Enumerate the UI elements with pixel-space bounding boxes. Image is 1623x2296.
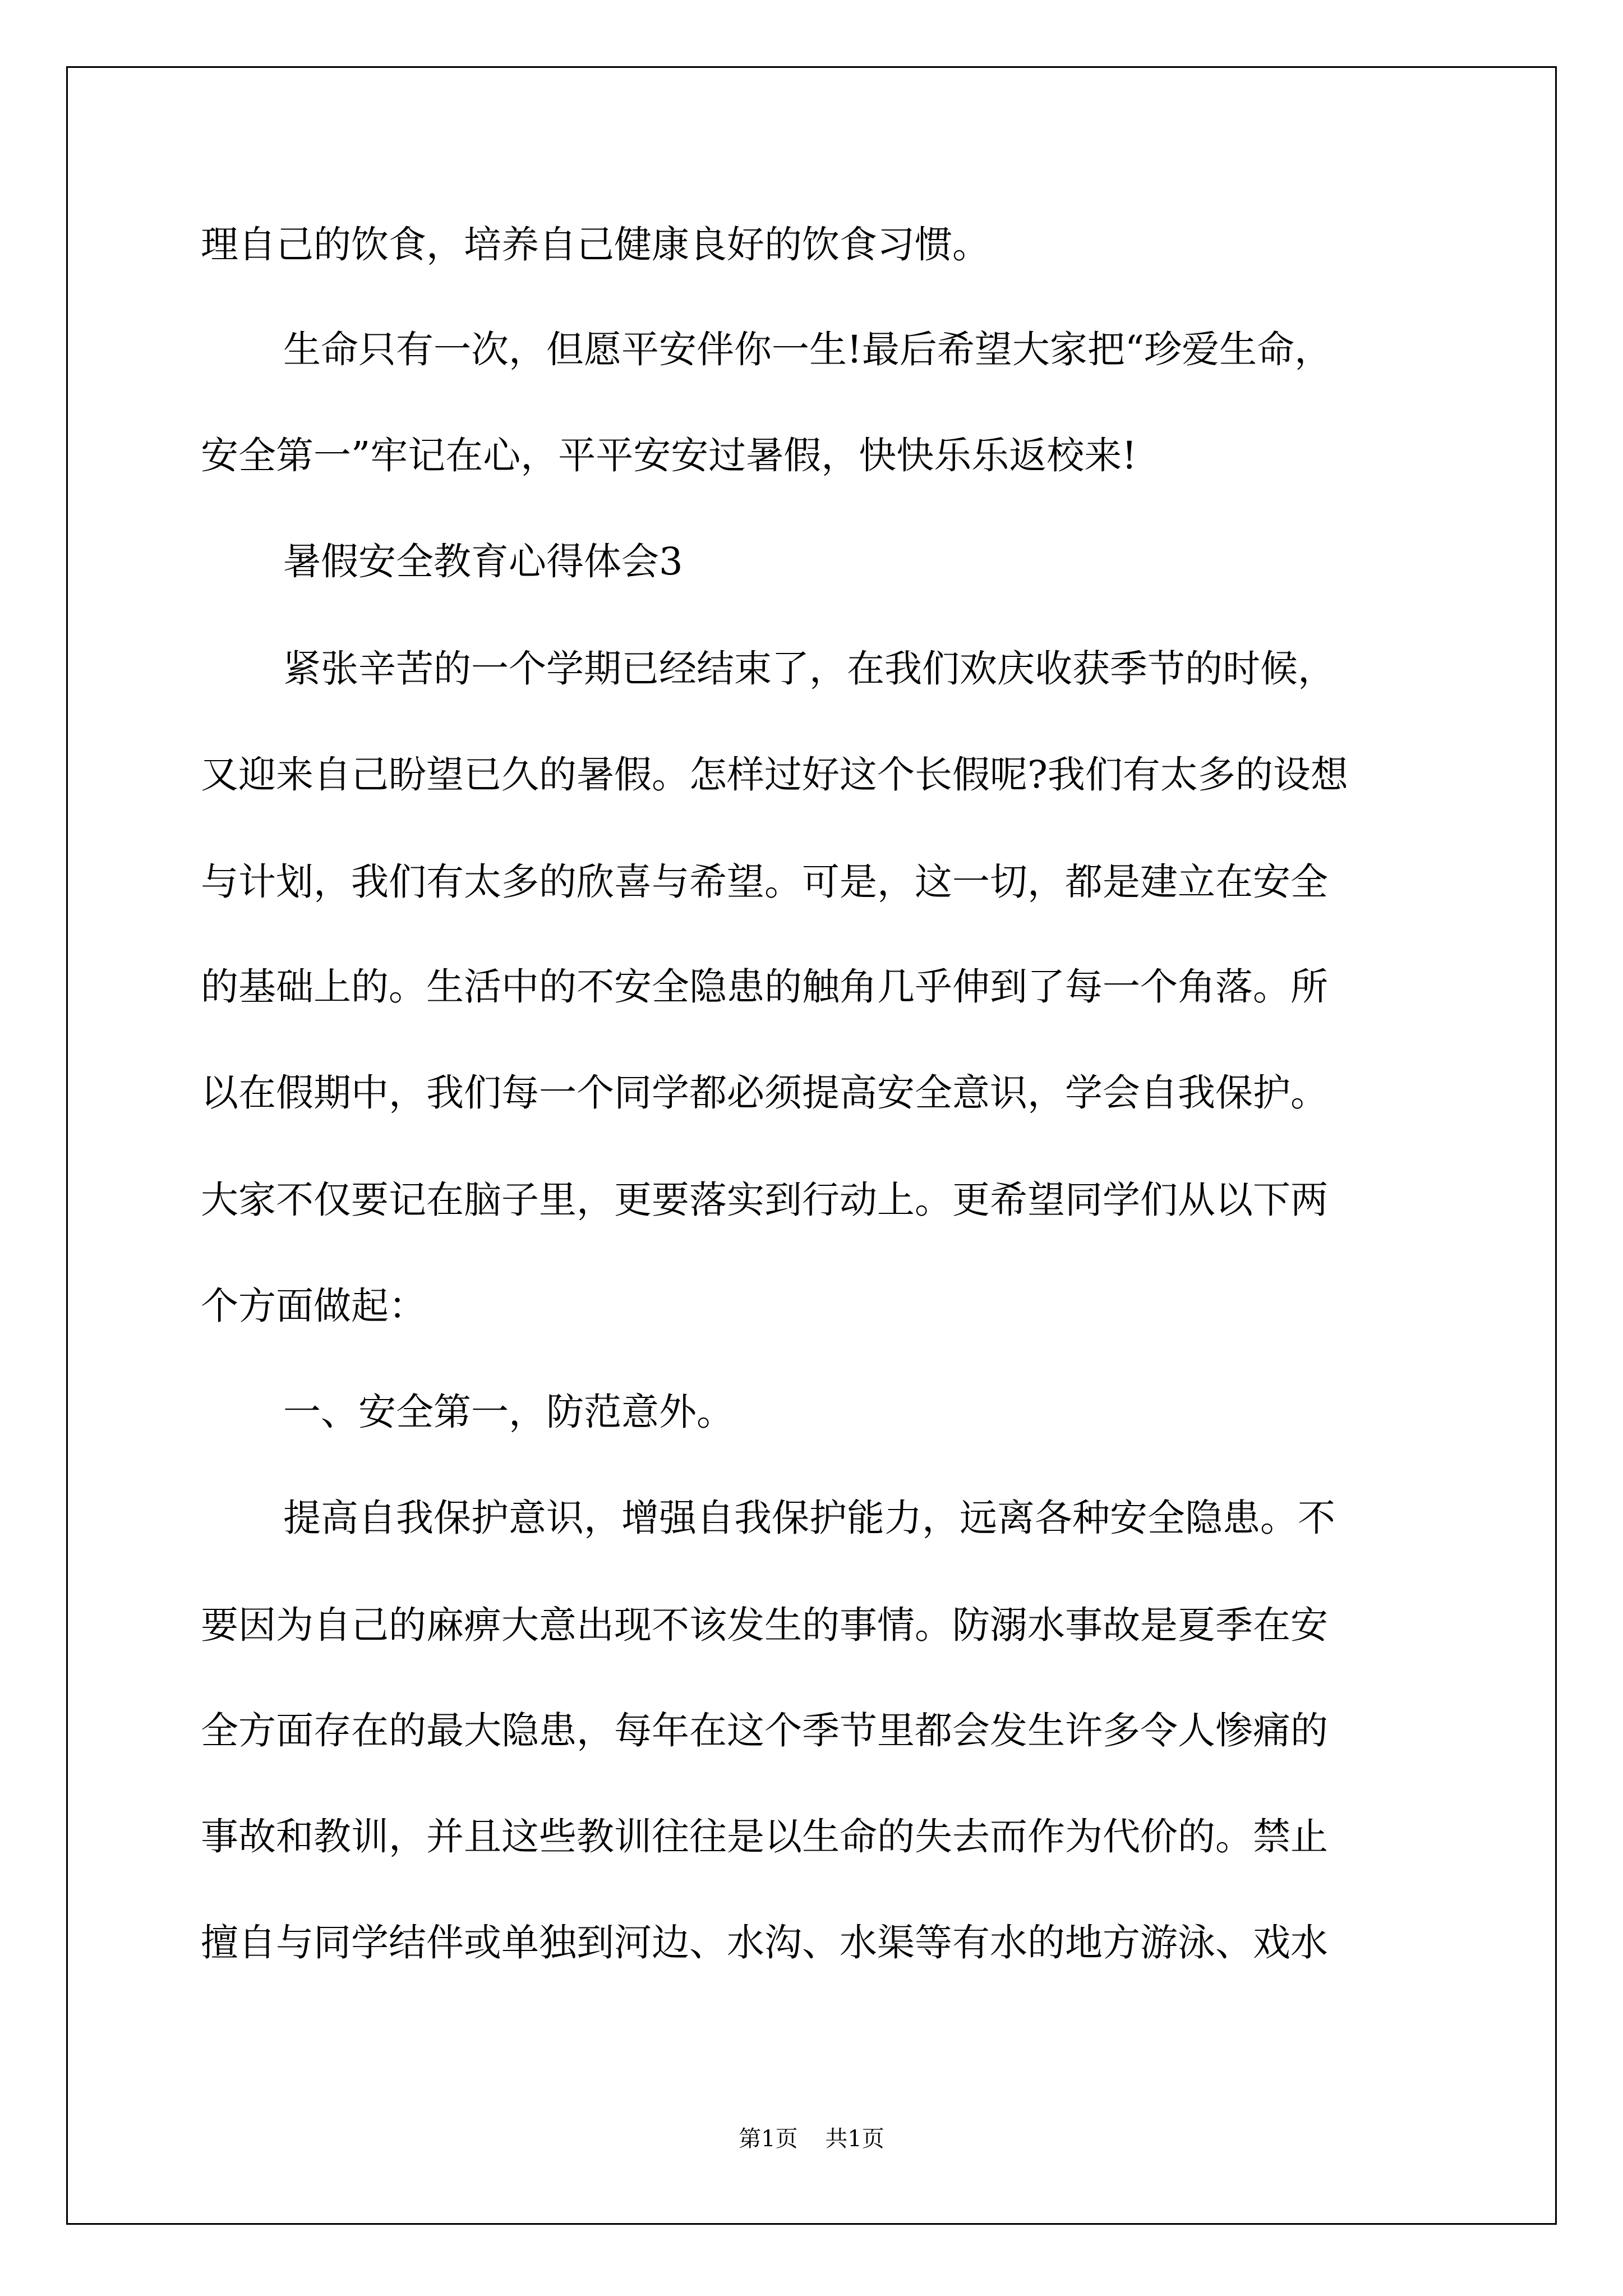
paragraph-line: 全方面存在的最大隐患，每年在这个季节里都会发生许多令人惨痛的 <box>201 1709 1328 1752</box>
paragraph-line: 安全第一”牢记在心，平平安安过暑假，快快乐乐返校来! <box>201 434 1137 477</box>
section-heading: 暑假安全教育心得体会3 <box>283 540 683 583</box>
paragraph-line: 提高自我保护意识，增强自我保护能力，远离各种安全隐患。不 <box>283 1496 1335 1540</box>
paragraph-line: 以在假期中，我们每一个同学都必须提高安全意识，学会自我保护。 <box>201 1071 1328 1115</box>
paragraph-line: 的基础上的。生活中的不安全隐患的触角几乎伸到了每一个角落。所 <box>201 965 1328 1009</box>
paragraph-line: 又迎来自己盼望已久的暑假。怎样过好这个长假呢?我们有太多的设想 <box>201 753 1348 797</box>
page-border <box>66 66 1557 2225</box>
page-number: 第1页 <box>739 2126 798 2152</box>
paragraph-line: 个方面做起： <box>201 1284 426 1328</box>
paragraph-line: 要因为自己的麻痹大意出现不该发生的事情。防溺水事故是夏季在安 <box>201 1603 1328 1647</box>
paragraph-line: 擅自与同学结伴或单独到河边、水沟、水渠等有水的地方游泳、戏水 <box>201 1921 1328 1964</box>
page-total: 共1页 <box>825 2126 884 2152</box>
paragraph-line: 大家不仅要记在脑子里，更要落实到行动上。更希望同学们从以下两 <box>201 1178 1328 1222</box>
paragraph-line: 理自己的饮食，培养自己健康良好的饮食习惯。 <box>201 223 990 266</box>
subsection-heading: 一、安全第一，防范意外。 <box>283 1390 734 1434</box>
paragraph-line: 生命只有一次，但愿平安伴你一生!最后希望大家把“珍爱生命， <box>283 328 1332 371</box>
paragraph-line: 与计划，我们有太多的欣喜与希望。可是，这一切，都是建立在安全 <box>201 860 1328 904</box>
paragraph-line: 紧张辛苦的一个学期已经结束了，在我们欢庆收获季节的时候， <box>283 647 1335 691</box>
paragraph-line: 事故和教训，并且这些教训往往是以生命的失去而作为代价的。禁止 <box>201 1815 1328 1858</box>
page-footer <box>0 2128 1623 2150</box>
